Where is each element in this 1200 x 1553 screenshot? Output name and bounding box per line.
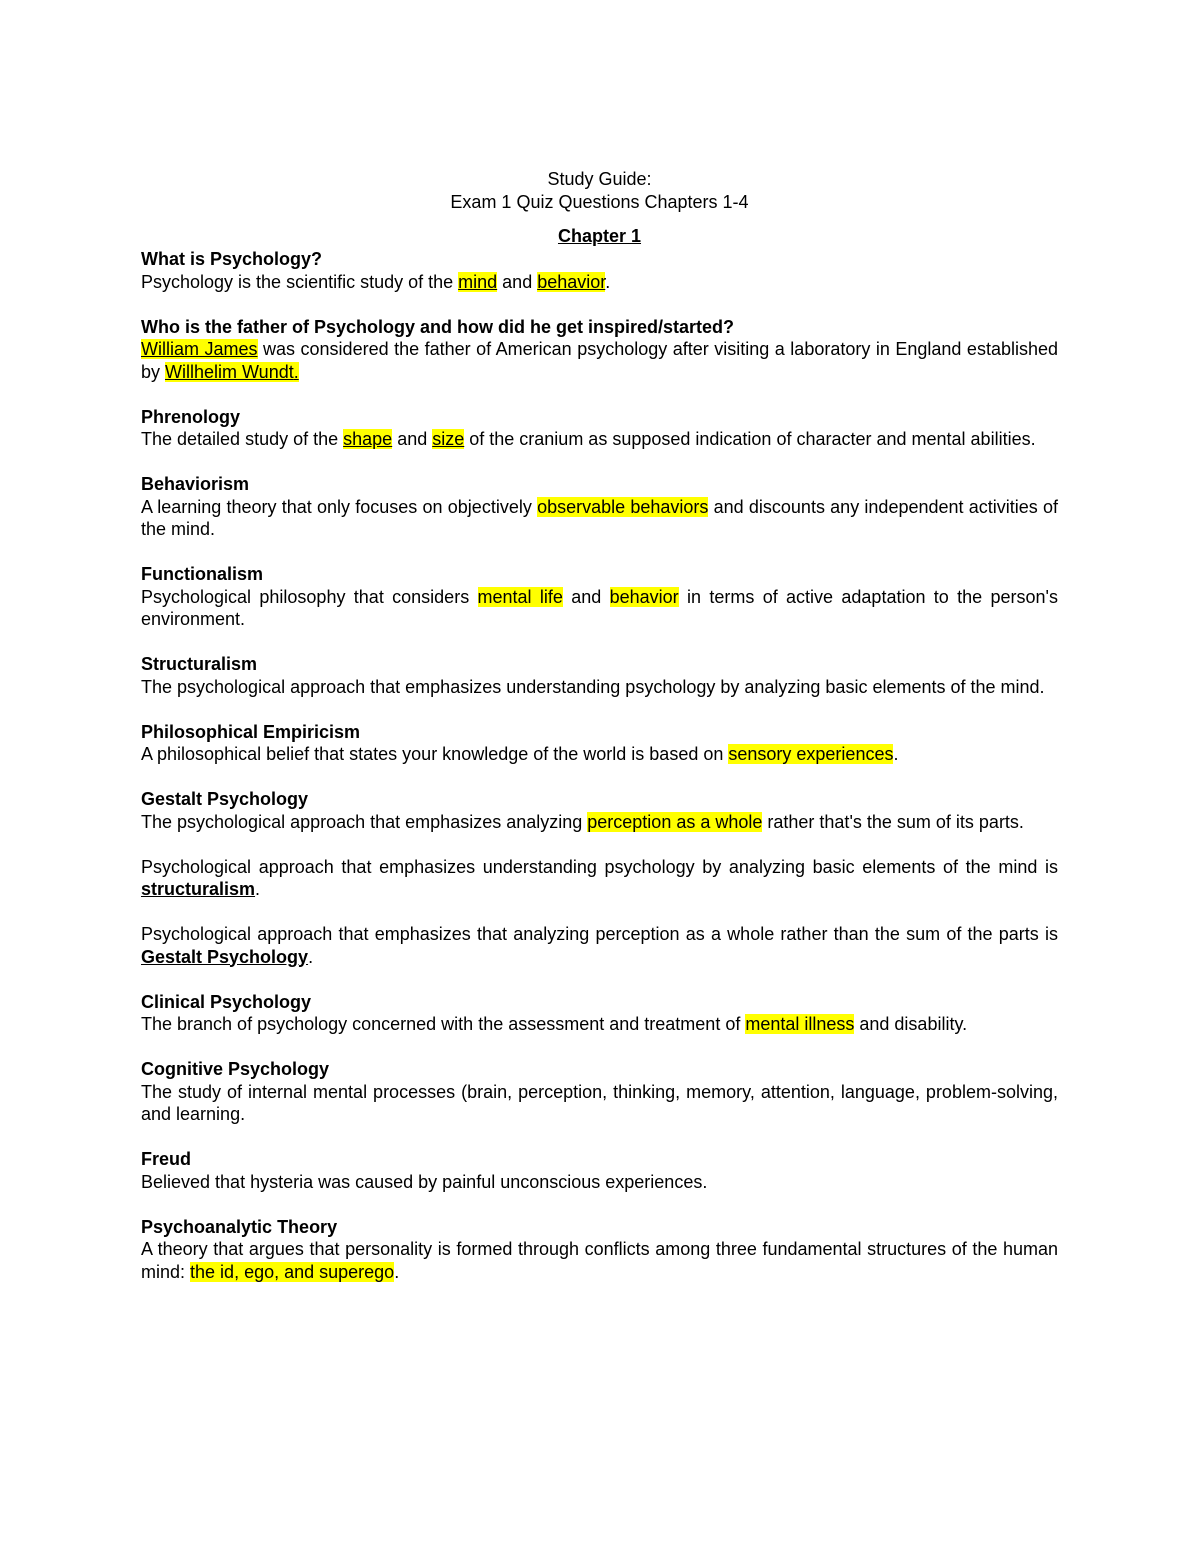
text: and discounts any independent activities of the mind. bbox=[141, 496, 1059, 539]
section-father-of-psychology bbox=[141, 316, 1058, 384]
section-philosophical-empiricism bbox=[141, 721, 1058, 766]
text: A philosophical belief that states your knowledge of the world is based on bbox=[141, 744, 729, 764]
section-body bbox=[141, 1013, 1058, 1036]
section-heading: Behaviorism bbox=[141, 474, 250, 494]
text: . bbox=[255, 879, 261, 899]
text: A learning theory that only focuses on objectively bbox=[141, 496, 538, 517]
chapter-heading: Chapter 1 bbox=[557, 226, 642, 246]
question-body bbox=[141, 856, 1058, 901]
doc-subtitle: Exam 1 Quiz Questions Chapters 1-4 bbox=[450, 192, 749, 212]
section-heading: Cognitive Psychology bbox=[141, 1059, 330, 1079]
section-freud bbox=[141, 1148, 1058, 1193]
text: . bbox=[394, 1261, 400, 1282]
text: . bbox=[605, 271, 611, 292]
highlight-term: size bbox=[432, 429, 465, 449]
section-body bbox=[141, 428, 1058, 451]
highlight-term: mental life bbox=[477, 586, 563, 607]
highlight-term: behavior bbox=[609, 586, 679, 607]
section-heading: Philosophical Empiricism bbox=[141, 721, 361, 742]
section-heading: Freud bbox=[141, 1149, 192, 1169]
section-structuralism bbox=[141, 653, 1058, 698]
text: and disability. bbox=[854, 1014, 968, 1034]
section-body: Believed that hysteria was caused by painful unconscious experiences. bbox=[141, 1171, 708, 1192]
doc-title: Study Guide: bbox=[547, 169, 652, 189]
section-heading: Functionalism bbox=[141, 564, 264, 584]
text: and bbox=[497, 271, 538, 292]
section-gestalt-psychology bbox=[141, 788, 1058, 833]
section-body bbox=[141, 338, 1058, 383]
highlight-term: mind bbox=[458, 271, 498, 292]
section-body bbox=[141, 271, 1058, 294]
section-body bbox=[141, 811, 1058, 834]
section-body: The study of internal mental processes (brain, perception, thinking, memory, attention, language, problem-solving, and learning. bbox=[141, 1081, 1058, 1124]
section-heading: Psychoanalytic Theory bbox=[141, 1216, 338, 1237]
text: and bbox=[392, 429, 433, 449]
text: The detailed study of the bbox=[141, 429, 344, 449]
text: of the cranium as supposed indication of character and mental abilities. bbox=[464, 429, 1036, 449]
section-body bbox=[141, 496, 1058, 541]
section-clinical-psychology bbox=[141, 991, 1058, 1036]
highlight-term-period: . bbox=[293, 361, 299, 382]
highlight-term: mental illness bbox=[745, 1014, 855, 1034]
document-page bbox=[141, 168, 1058, 1306]
section-functionalism bbox=[141, 563, 1058, 631]
text: in terms of active adaptation to the person's environment. bbox=[141, 586, 1058, 629]
section-body bbox=[141, 1238, 1058, 1283]
text: . bbox=[893, 744, 899, 764]
section-what-is-psychology bbox=[141, 248, 1058, 293]
section-phrenology bbox=[141, 406, 1058, 451]
highlight-term: observable behaviors bbox=[537, 496, 709, 517]
text: Psychological approach that emphasizes understanding psychology by analyzing basic elements of the mind is bbox=[141, 856, 1058, 877]
text: Psychological approach that emphasizes that analyzing perception as a whole rather than the sum of the parts is bbox=[141, 924, 1058, 944]
highlight-term: the id, ego, and superego bbox=[190, 1261, 395, 1282]
text: and bbox=[562, 586, 610, 607]
section-heading: Phrenology bbox=[141, 406, 241, 427]
section-heading: Who is the father of Psychology and how did he get inspired/started? bbox=[141, 316, 735, 337]
answer-term: structuralism bbox=[141, 879, 256, 899]
section-body: The psychological approach that emphasizes understanding psychology by analyzing basic elements of the mind. bbox=[141, 676, 1045, 697]
highlight-term: behavior bbox=[537, 271, 606, 292]
highlight-term-text: Willhelim Wundt bbox=[165, 361, 294, 382]
question-structuralism bbox=[141, 856, 1058, 901]
text: rather that's the sum of its parts. bbox=[762, 811, 1024, 832]
text: Psychological philosophy that considers bbox=[141, 586, 478, 607]
text: A theory that argues that personality is formed through conflicts among three fundamental structures of the human mind: bbox=[141, 1239, 1058, 1282]
highlight-term: perception as a whole bbox=[587, 811, 763, 832]
highlight-term: William James bbox=[141, 339, 258, 359]
highlight-term bbox=[165, 362, 299, 382]
section-psychoanalytic-theory bbox=[141, 1216, 1058, 1284]
section-heading: Gestalt Psychology bbox=[141, 789, 309, 809]
text: was considered the father of American psychology after visiting a laboratory in England established by bbox=[141, 339, 1058, 382]
question-gestalt bbox=[141, 923, 1058, 968]
section-body bbox=[141, 743, 1058, 766]
section-body bbox=[141, 586, 1058, 631]
highlight-term: sensory experiences bbox=[728, 744, 894, 764]
text: The psychological approach that emphasizes analyzing bbox=[141, 811, 588, 832]
text: Psychology is the scientific study of the bbox=[141, 271, 459, 292]
answer-term: Gestalt Psychology bbox=[141, 946, 309, 967]
text: The branch of psychology concerned with the assessment and treatment of bbox=[141, 1014, 746, 1034]
question-body bbox=[141, 923, 1058, 968]
section-heading: Structuralism bbox=[141, 654, 258, 674]
text: . bbox=[308, 946, 314, 967]
section-heading: What is Psychology? bbox=[141, 249, 323, 269]
section-behaviorism bbox=[141, 473, 1058, 541]
section-heading: Clinical Psychology bbox=[141, 991, 312, 1012]
highlight-term: shape bbox=[343, 429, 393, 449]
section-cognitive-psychology bbox=[141, 1058, 1058, 1126]
